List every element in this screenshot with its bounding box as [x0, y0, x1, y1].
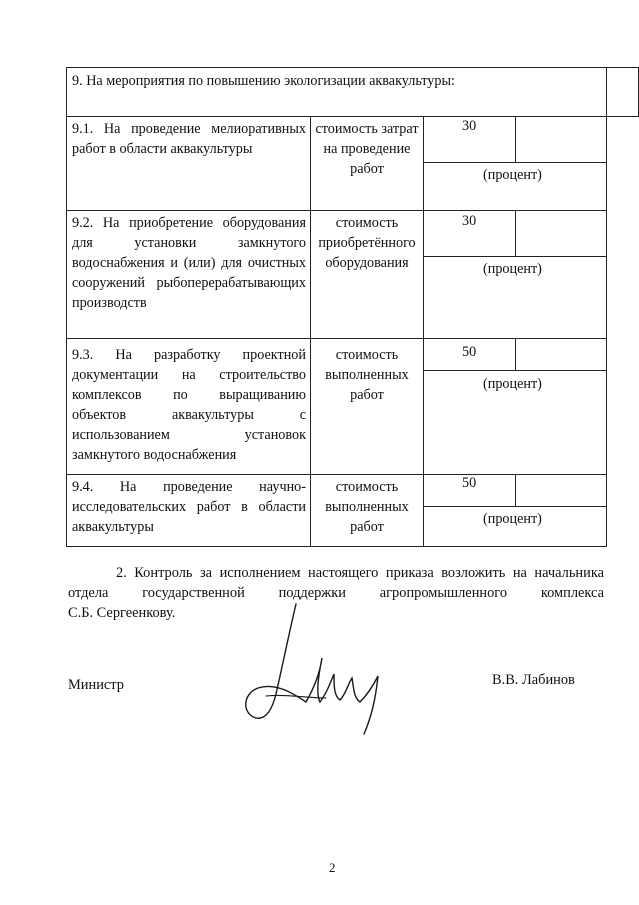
- table-col-divider: [423, 116, 424, 547]
- paragraph-line: С.Б. Сергеенкову.: [68, 605, 176, 621]
- table-border-top: [66, 67, 639, 68]
- row-unit: (процент): [483, 261, 542, 277]
- value-unit-separator: [423, 162, 606, 163]
- row-unit: (процент): [483, 511, 542, 527]
- page-number: 2: [329, 860, 336, 875]
- row-label: 9.1. На проведение мелиоративных работ в области аквакультуры: [72, 121, 306, 157]
- table-row-separator: [66, 338, 606, 339]
- value-unit-separator: [423, 370, 606, 371]
- table-row-separator: [66, 116, 639, 117]
- row-label: 9.2. На приобретение оборудования для установки замкнутого водоснабжения и (или) для очистных сооружений рыбоперерабатывающих производств: [72, 215, 306, 311]
- value-cell-divider: [515, 338, 516, 370]
- value-unit-separator: [423, 256, 606, 257]
- table-border-bottom: [66, 546, 606, 547]
- handwritten-signature-icon: [236, 598, 396, 738]
- row-basis: стоимость выполненных работ: [325, 479, 409, 535]
- table-section-header: 9. На мероприятия по повышению экологизации аквакультуры:: [72, 73, 455, 89]
- row-label: 9.4. На проведение научно-исследовательских работ в области аквакультуры: [72, 479, 306, 535]
- table-col-divider: [310, 116, 311, 547]
- row-value: 50: [462, 475, 477, 491]
- value-cell-divider: [515, 474, 516, 506]
- paragraph-line: отдела государственной поддержки агропромышленного комплекса: [68, 585, 604, 601]
- table-border-right: [606, 67, 607, 547]
- row-value: 30: [462, 213, 477, 229]
- row-label: 9.3. На разработку проектной документации на строительство комплексов по выращиванию объектов аквакультуры с использованием установок замкнутого водоснабжения: [72, 347, 306, 463]
- row-basis: стоимость затрат на проведение работ: [315, 121, 419, 177]
- table-row-separator: [66, 210, 606, 211]
- table-row-separator: [66, 474, 606, 475]
- row-unit: (процент): [483, 167, 542, 183]
- row-value: 30: [462, 118, 477, 134]
- row-basis: стоимость приобретённого оборудования: [318, 215, 416, 271]
- value-cell-divider: [515, 116, 516, 162]
- row-unit: (процент): [483, 376, 542, 392]
- signer-name: В.В. Лабинов: [492, 672, 575, 688]
- value-cell-divider: [515, 210, 516, 256]
- row-value: 50: [462, 344, 477, 360]
- signer-position: Министр: [68, 677, 124, 693]
- row-basis: стоимость выполненных работ: [325, 347, 409, 403]
- table-border-left: [66, 67, 67, 547]
- value-unit-separator: [423, 506, 606, 507]
- paragraph-line: 2. Контроль за исполнением настоящего приказа возложить на начальника: [116, 565, 604, 581]
